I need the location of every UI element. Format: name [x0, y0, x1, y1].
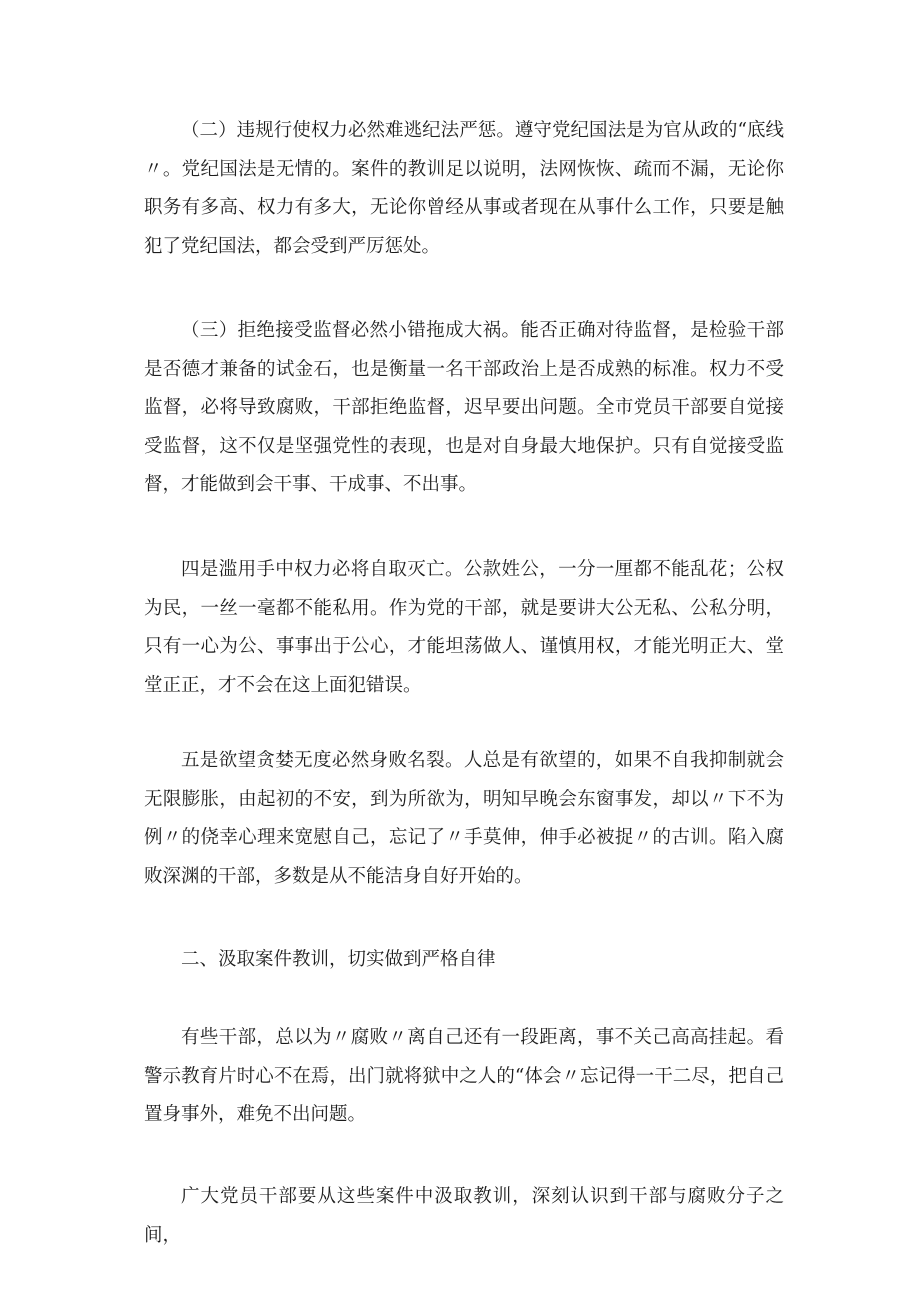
paragraph-some-cadres: 有些干部，总以为〃腐败〃离自己还有一段距离，事不关己高高挂起。看警示教育片时心不在焉，出门就将狱中之人的“体会〃忘记得一干二尽，把自己置身事外，难免不出问题。: [144, 1027, 784, 1125]
section-heading: 二、汲取案件教训，切实做到严格自律: [181, 949, 496, 970]
paragraph-lessons: 广大党员干部要从这些案件中汲取教训，深刻认识到干部与腐败分子之间，: [144, 1186, 784, 1246]
paragraph-violation-of-power: （二）违规行使权力必然难逃纪法严惩。遵守党纪国法是为官从政的“底线〃。党纪国法是无情的。案件的教训足以说明，法网恢恢、疏而不漏，无论你职务有多高、权力有多大，无论你曾经从事或者现在从事什么工作，只要是触犯了党纪国法，都会受到严厉惩处。: [144, 120, 784, 257]
paragraph-greed: 五是欲望贪婪无度必然身败名裂。人总是有欲望的，如果不自我抑制就会无限膨胀，由起初的不安，到为所欲为，明知早晚会东窗事发，却以〃下不为例〃的侥幸心理来宽慰自己，忘记了〃手莫伸，伸手必被捉〃的古训。陷入腐败深渊的干部，多数是从不能洁身自好开始的。: [144, 750, 784, 887]
paragraph-abuse-of-power: 四是滥用手中权力必将自取灭亡。公款姓公，一分一厘都不能乱花；公权为民，一丝一毫都不能私用。作为党的干部，就是要讲大公无私、公私分明，只有一心为公、事事出于公心，才能坦荡做人、谨慎用权，才能光明正大、堂堂正正，才不会在这上面犯错误。: [144, 559, 784, 696]
paragraph-refuse-supervision: （三）拒绝接受监督必然小错拖成大祸。能否正确对待监督，是检验干部是否德才兼备的试金石，也是衡量一名干部政治上是否成熟的标准。权力不受监督，必将导致腐败，干部拒绝监督，迟早要出问题。全市党员干部要自觉接受监督，这不仅是坚强党性的表现，也是对自身最大地保护。只有自觉接受监督，才能做到会干事、干成事、不出事。: [144, 320, 784, 495]
